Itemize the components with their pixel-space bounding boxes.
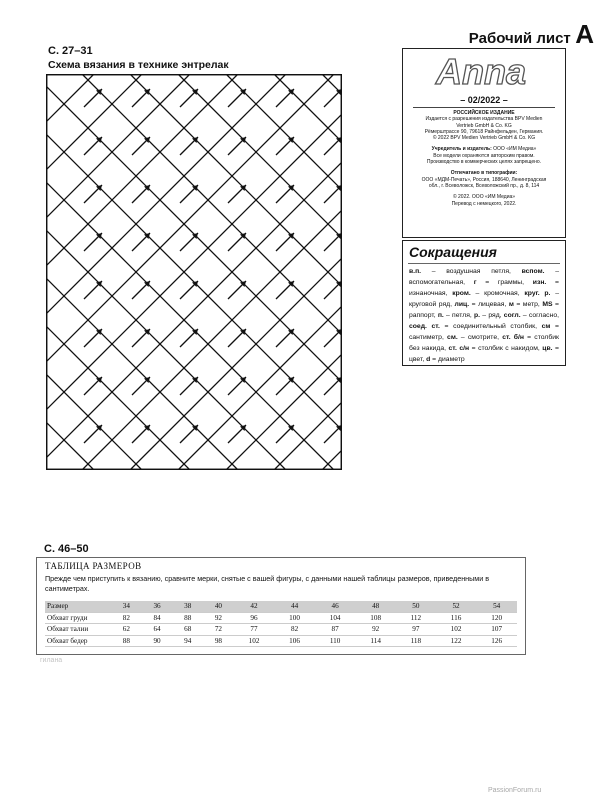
entrelac-chart <box>46 74 342 470</box>
abbreviations-list <box>409 266 559 365</box>
abbr-definition: – кромочная, <box>470 290 525 297</box>
abbr-definition: – воздушная петля, <box>421 268 522 275</box>
chart-diagonal-line <box>274 74 342 470</box>
abbr-definition: = цвет, <box>409 345 560 363</box>
anna-logo-text: Anna <box>436 53 526 92</box>
size-cell: 92 <box>203 612 234 624</box>
size-cell: 88 <box>172 612 203 624</box>
size-cell: 62 <box>111 624 142 636</box>
size-table-row <box>45 635 517 647</box>
size-cell: 92 <box>355 624 396 636</box>
source-credit: PassionForum.ru <box>488 787 542 794</box>
worksheet-letter: A <box>575 19 594 49</box>
chart-diagonal-line <box>226 74 342 470</box>
chart-diagonal-line <box>46 74 190 470</box>
worksheet-label-text: Рабочий лист <box>468 30 571 47</box>
chart-diagonal-line <box>322 74 342 470</box>
abbr-term: г <box>473 279 477 286</box>
publisher-address: Рёмерштрассе 90, 79618 Райнфельден, Германия. <box>424 128 544 135</box>
chart-diagonal-line <box>322 74 342 470</box>
abbr-definition: – смотрите, <box>457 334 503 341</box>
size-cell: 116 <box>436 612 477 624</box>
chart-diagonal-line <box>46 74 342 470</box>
abbr-term: ст. б/н <box>502 334 524 341</box>
size-cell: 40 <box>203 601 234 612</box>
size-cell: 106 <box>274 635 315 647</box>
size-cell: 36 <box>142 601 173 612</box>
size-cell: 118 <box>396 635 436 647</box>
size-cell: 77 <box>234 624 275 636</box>
printed-label: Отпечатано в типографии: <box>450 170 518 177</box>
size-cell: 42 <box>234 601 275 612</box>
abbreviations-divider <box>408 263 560 264</box>
size-cell: 100 <box>274 612 315 624</box>
abbr-term: м <box>508 301 514 308</box>
size-cell: 64 <box>142 624 173 636</box>
founder: ООО «ИМ Медиа» <box>493 146 537 153</box>
edition: РОССИЙСКОЕ ИЗДАНИЕ <box>453 110 515 116</box>
section1-header <box>48 45 229 71</box>
size-cell: 102 <box>436 624 477 636</box>
size-table-header-row <box>45 601 517 612</box>
size-cell: 82 <box>274 624 315 636</box>
license-line1: Издается с разрешения издательства BPV Medien <box>425 116 543 123</box>
abbr-term: кром. <box>452 290 471 297</box>
abbr-term: круг. р. <box>524 290 551 297</box>
size-cell: 82 <box>111 612 142 624</box>
copyright-im: © 2022. ООО «ИМ Медиа» <box>452 194 516 201</box>
chart-diagonal-line <box>46 74 190 470</box>
abbr-definition: = изнаночная, <box>409 279 559 297</box>
printer-line2: обл., г. Всеволожск, Всеволожский пр., д. 8, 114 <box>428 182 540 189</box>
size-cell: 90 <box>142 635 173 647</box>
chart-diagonal-line <box>46 74 342 470</box>
abbr-term: d <box>426 356 431 363</box>
chart-diagonal-line <box>274 74 342 470</box>
founder-label: Учредитель и издатель: <box>431 146 492 153</box>
size-cell: 120 <box>476 612 517 624</box>
abbr-term: п. <box>437 312 444 319</box>
abbr-term: см. <box>447 334 458 341</box>
chart-diagonal-line <box>46 74 94 470</box>
abbr-term: см <box>541 323 551 330</box>
size-table <box>45 601 517 647</box>
worksheet-label <box>414 19 594 49</box>
size-table-row <box>45 624 517 636</box>
chart-diagonal-line <box>130 74 342 470</box>
size-cell: 97 <box>396 624 436 636</box>
size-cell: 122 <box>436 635 477 647</box>
rights-line2: Производство в коммерческих целях запрещено. <box>426 159 542 166</box>
size-cell: 34 <box>111 601 142 612</box>
imprint-text <box>409 110 559 207</box>
abbr-definition: – ряд, <box>480 312 504 319</box>
copyright-bpv: © 2022 BPV Medien Vertrieb GmbH & Co. KG <box>432 135 536 142</box>
chart-diagonal-line <box>46 74 342 470</box>
size-cell: 50 <box>396 601 436 612</box>
size-table-title: ТАБЛИЦА РАЗМЕРОВ <box>45 561 142 571</box>
abbr-definition: = лицевая, <box>469 301 509 308</box>
size-row-label: Обхват бедер <box>45 635 111 647</box>
size-row-label: Обхват талии <box>45 624 111 636</box>
abbr-term: в.п. <box>409 268 422 275</box>
size-cell: 114 <box>355 635 396 647</box>
section2-pages: С. 46–50 <box>44 543 89 555</box>
watermark: гилана <box>40 657 63 664</box>
chart-border <box>47 75 342 470</box>
size-cell: 68 <box>172 624 203 636</box>
chart-diagonal-line <box>46 74 342 470</box>
chart-diagonal-line <box>82 74 342 470</box>
chart-diagonal-line <box>226 74 342 470</box>
chart-lattice <box>46 74 342 470</box>
size-cell: 88 <box>111 635 142 647</box>
chart-diagonal-line <box>178 74 342 470</box>
abbreviations-title: Сокращения <box>409 244 497 260</box>
issue-divider <box>413 107 555 108</box>
abbr-term: соед. ст. <box>409 323 440 330</box>
abbr-definition: – петля, <box>443 312 475 319</box>
chart-diagonal-line <box>178 74 342 470</box>
size-cell: 38 <box>172 601 203 612</box>
size-table-row <box>45 612 517 624</box>
size-row-label: Обхват груди <box>45 612 111 624</box>
imprint-box <box>402 48 566 238</box>
abbr-term: согл. <box>503 312 521 319</box>
abbr-term: MS <box>542 301 553 308</box>
license-line2: Vertrieb GmbH & Co. KG <box>456 122 512 129</box>
abbr-term: изн. <box>532 279 547 286</box>
abbr-term: лиц. <box>454 301 470 308</box>
abbr-definition: = сантиметр, <box>409 323 560 341</box>
size-cell: 110 <box>315 635 356 647</box>
chart-diagonal-line <box>46 74 94 470</box>
printer-line1: ООО «МДМ-Печать», Россия, 188640, Ленинградская <box>421 176 547 183</box>
abbr-definition: – круговой ряд, <box>409 290 559 308</box>
size-cell: 112 <box>396 612 436 624</box>
size-table-intro: Прежде чем приступить к вязанию, сравните мерки, снятые с вашей фигуры, с данными нашей таблицы размеров, приведенными в сантиметрах. <box>45 574 490 593</box>
size-cell: 72 <box>203 624 234 636</box>
size-cell: 52 <box>436 601 477 612</box>
size-cell: 46 <box>315 601 356 612</box>
rights-line1: Все модели охраняются авторским правом. <box>433 152 535 159</box>
size-cell: 84 <box>142 612 173 624</box>
size-cell: 87 <box>315 624 356 636</box>
translation-note: Перевод с немецкого, 2022. <box>451 200 517 207</box>
abbr-definition: = метр, <box>513 301 543 308</box>
section1-title: Схема вязания в технике энтрелак <box>48 59 229 71</box>
size-cell: 96 <box>234 612 275 624</box>
size-cell: 98 <box>203 635 234 647</box>
abbr-definition: = диаметр <box>430 356 465 363</box>
abbr-term: вспом. <box>521 268 545 275</box>
size-table-box <box>36 557 526 655</box>
section1-pages: С. 27–31 <box>48 45 93 57</box>
size-cell: 48 <box>355 601 396 612</box>
abbr-definition: = соединительный столбик, <box>439 323 542 330</box>
abbreviations-box <box>402 240 566 366</box>
size-cell: 104 <box>315 612 356 624</box>
size-cell: 102 <box>234 635 275 647</box>
abbr-term: р. <box>474 312 481 319</box>
size-cell: 94 <box>172 635 203 647</box>
abbr-definition: = столбик без накида, <box>409 334 559 352</box>
abbr-term: ст. с/н <box>448 345 470 352</box>
size-cell: 126 <box>476 635 517 647</box>
chart-diagonal-line <box>82 74 342 470</box>
abbr-definition: = столбик с накидом, <box>469 345 543 352</box>
abbr-definition: – согласно, <box>520 312 560 319</box>
chart-diagonal-line <box>130 74 342 470</box>
size-cell: 54 <box>476 601 517 612</box>
anna-logo <box>421 53 541 93</box>
size-row-label: Размер <box>45 601 111 612</box>
abbr-term: цв. <box>542 345 553 352</box>
size-cell: 108 <box>355 612 396 624</box>
size-cell: 44 <box>274 601 315 612</box>
abbr-definition: = раппорт, <box>409 301 559 319</box>
size-cell: 107 <box>476 624 517 636</box>
abbr-definition: = граммы, <box>476 279 533 286</box>
abbr-definition: – вспомогательная, <box>409 268 559 286</box>
issue-number: – 02/2022 – <box>460 95 508 105</box>
